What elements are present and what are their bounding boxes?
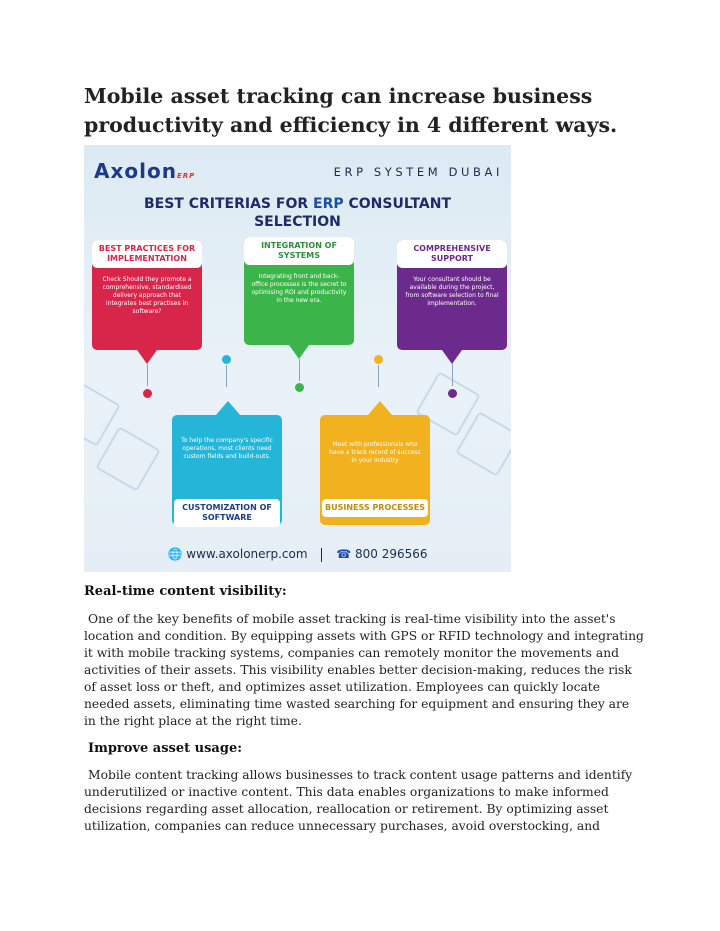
phone-icon: ☎	[336, 547, 352, 561]
connector-dot	[448, 389, 457, 398]
card-title: BEST PRACTICES FOR IMPLEMENTATION	[92, 240, 202, 268]
infographic-headline: BEST CRITERIAS FOR ERP CONSULTANT SELECTION	[143, 196, 452, 230]
card-body: Integrating front and back-office processes is the secret to optimising ROI and productivity in the new era.	[251, 273, 347, 304]
globe-icon: 🌐	[167, 547, 183, 561]
card-best-practices	[92, 240, 202, 350]
card-body: Your consultant should be available during the project, from software selection to final implementation.	[405, 276, 499, 307]
card-pointer	[289, 345, 309, 359]
page-title: Mobile asset tracking can increase business productivity and efficiency in 4 different ways.	[84, 84, 618, 137]
section-paragraph: Mobile content tracking allows businesses to track content usage patterns and identify underutilized or inactive content. This data enables organizations to make informed decisions regarding asset allocation, reallocation or retirement. By optimizing asset utilization, companies can reduce unnecessary purchases, avoid overstocking, and	[84, 768, 633, 833]
section-paragraph: One of the key benefits of mobile asset tracking is real-time visibility into the asset's location and condition. By equipping assets with GPS or RFID technology and integrating it with mobile tracking systems, companies can remotely monitor the movements and activities of their assets. This visibility enables better decision-making, reduces the risk of asset loss or theft, and optimizes asset utilization. Employees can quickly locate needed assets, eliminating time wasted searching for equipment and ensuring they are in the right place at the right time.	[84, 612, 644, 728]
card-body: Meet with professionals who have a track record of success in your industry	[329, 441, 421, 464]
card-business-processes	[320, 415, 430, 525]
connector-line	[452, 364, 453, 386]
footer-divider	[321, 548, 322, 562]
card-customization	[172, 415, 282, 525]
hexagon-decoration	[95, 426, 161, 492]
axolon-logo: AxolonERP	[94, 159, 196, 183]
card-title: INTEGRATION OF SYSTEMS	[244, 237, 354, 265]
card-body: Check Should they promote a comprehensive, standardised delivery approach that integrates best practises in software?	[102, 276, 192, 315]
card-pointer	[137, 350, 157, 364]
connector-line	[299, 359, 300, 381]
connector-dot	[374, 355, 383, 364]
section-heading: Real-time content visibility:	[84, 584, 287, 599]
connector-dot	[295, 383, 304, 392]
erp-system-label: ERP SYSTEM DUBAI	[333, 165, 503, 179]
connector-dot	[143, 389, 152, 398]
connector-line	[147, 364, 148, 386]
connector-dot	[222, 355, 231, 364]
card-title: COMPREHENSIVE SUPPORT	[397, 240, 507, 268]
website-link[interactable]: www.axolonerp.com	[186, 547, 308, 561]
card-body: To help the company's specific operations, most clients need custom fields and build-outs.	[181, 437, 273, 460]
card-pointer	[442, 350, 462, 364]
card-comprehensive-support	[397, 240, 507, 350]
phone-number: 800 296566	[354, 547, 428, 561]
connector-line	[378, 365, 379, 387]
card-title: CUSTOMIZATION OF SOFTWARE	[174, 499, 280, 527]
erp-infographic	[84, 145, 511, 572]
card-pointer	[368, 401, 392, 415]
section-heading: Improve asset usage:	[88, 741, 243, 756]
card-integration	[244, 237, 354, 345]
connector-line	[226, 365, 227, 387]
card-pointer	[216, 401, 240, 415]
card-title: BUSINESS PROCESSES	[322, 499, 428, 517]
contact-footer	[84, 547, 511, 562]
